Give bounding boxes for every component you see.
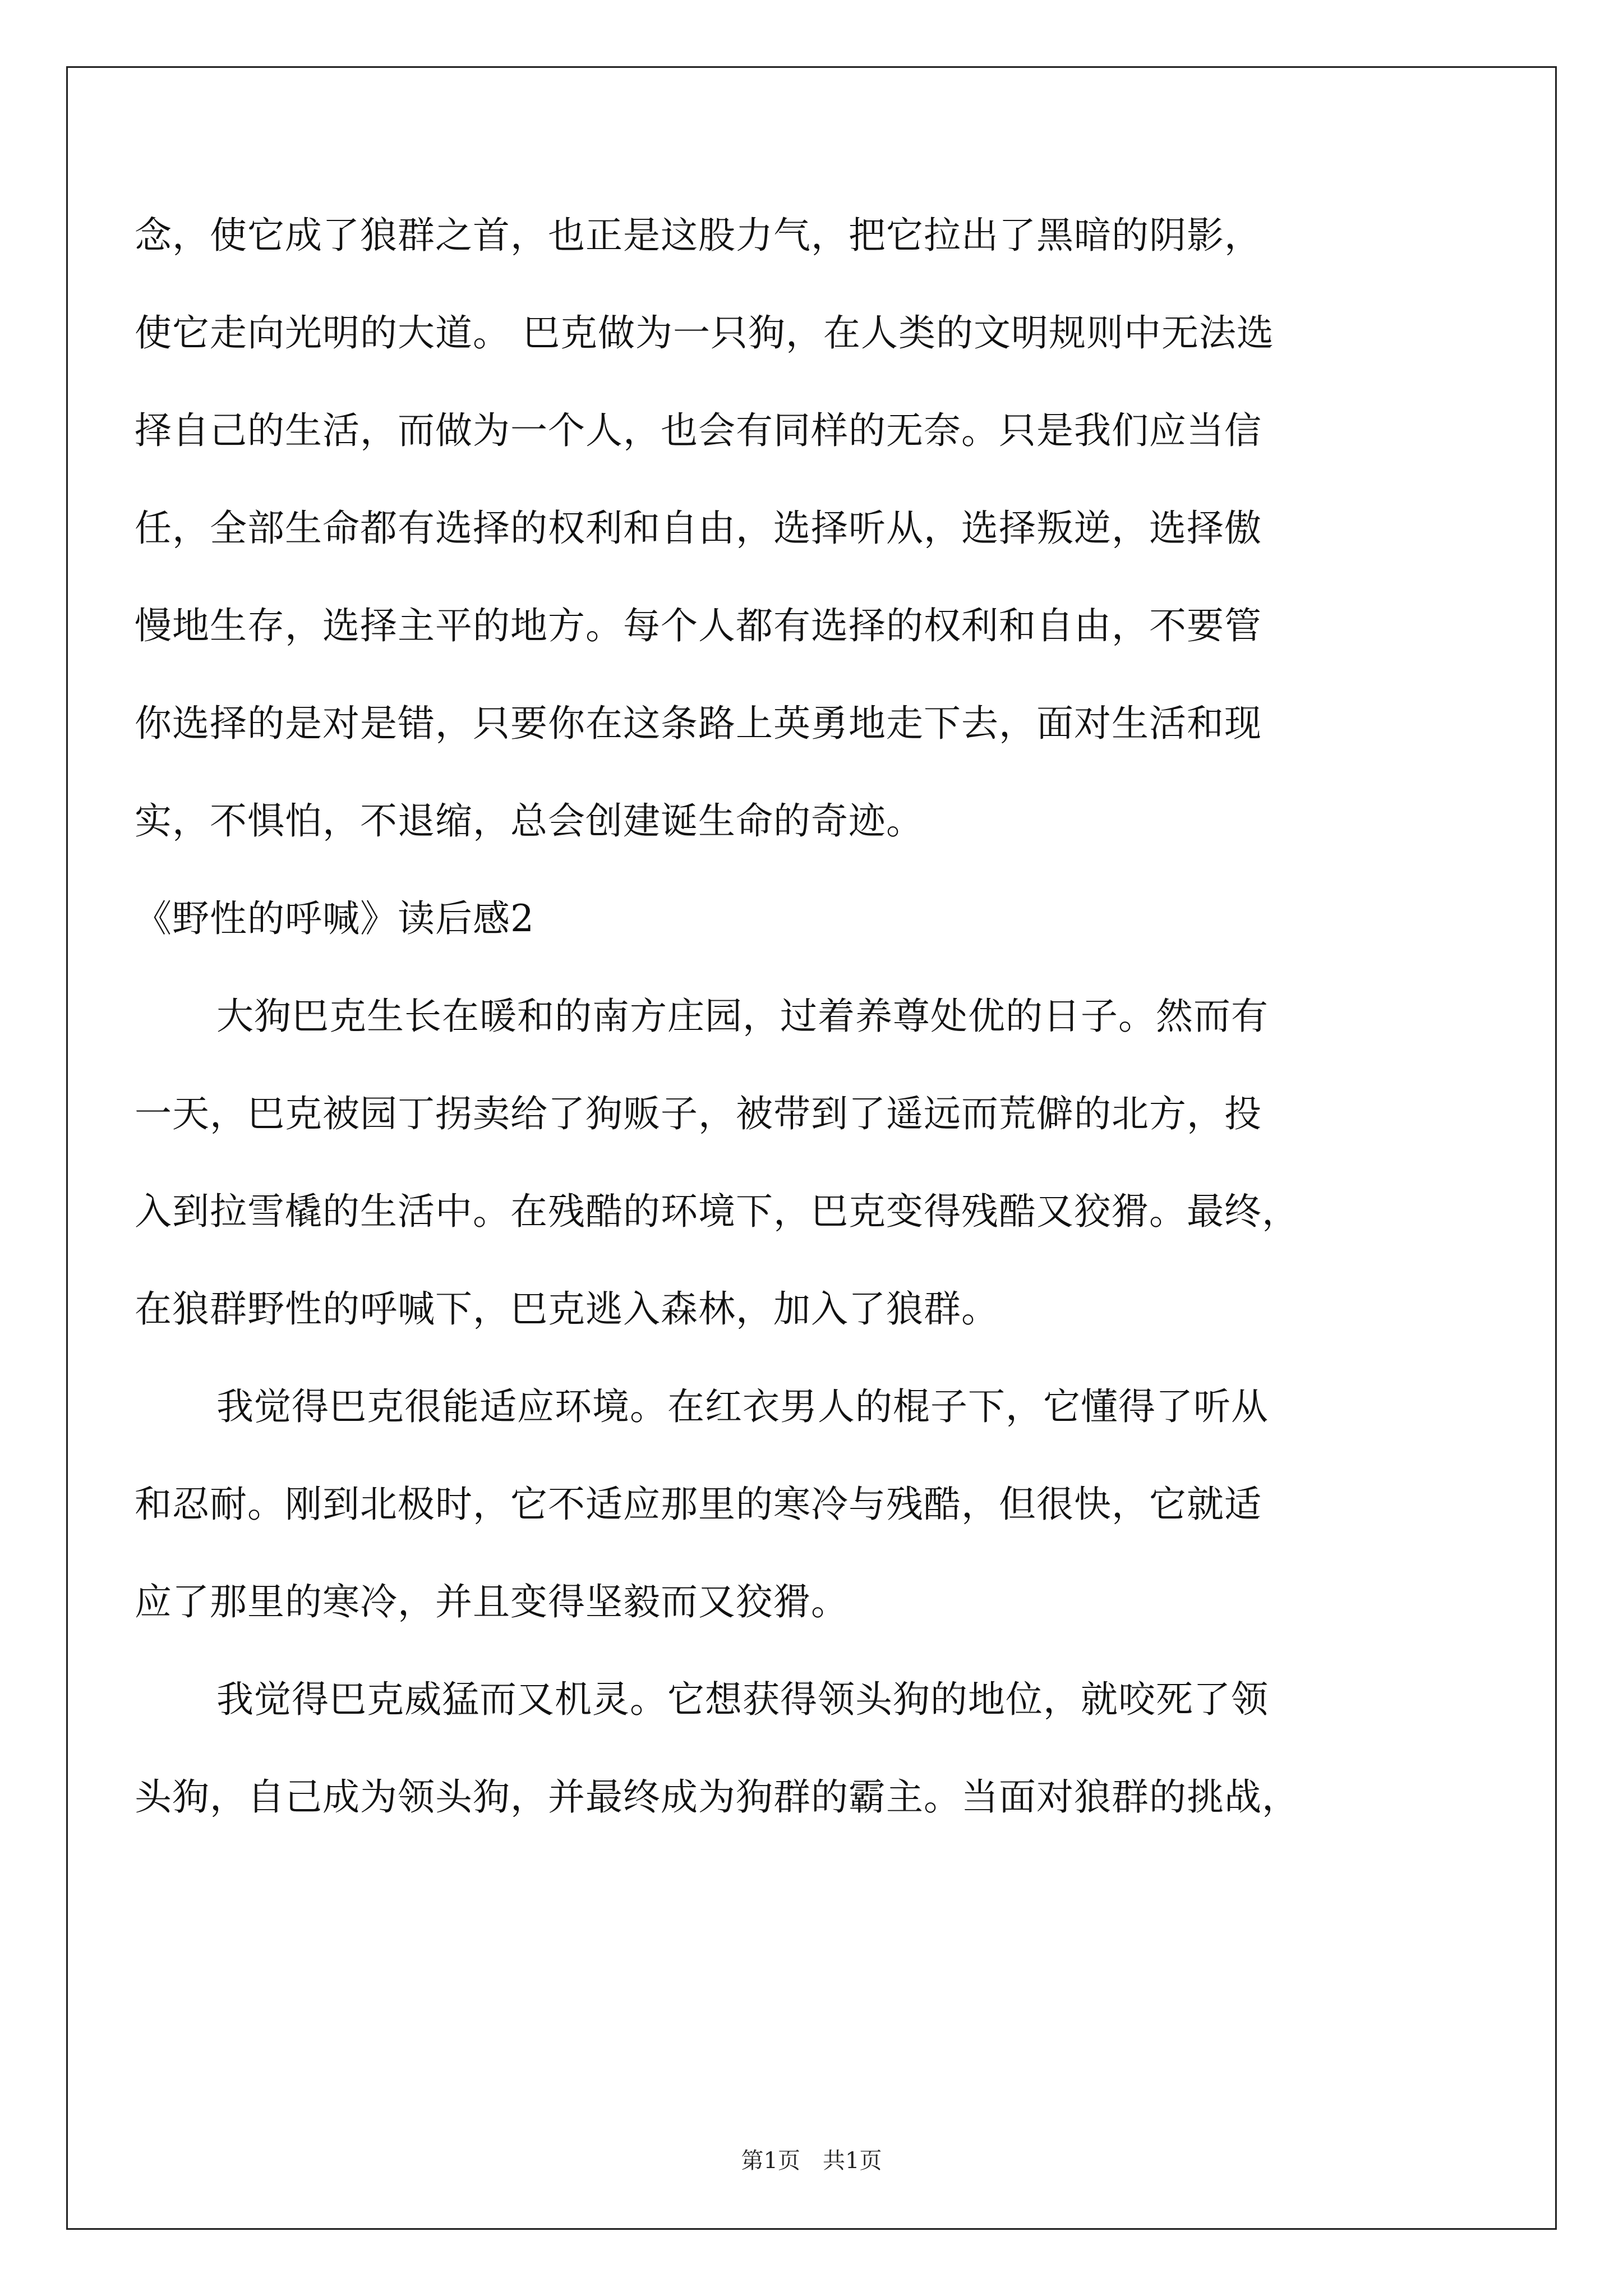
text-line: 一天，巴克被园丁拐卖给了狗贩子，被带到了遥远而荒僻的北方，投 [135,1092,1262,1135]
text-line: 念，使它成了狼群之首，也正是这股力气，把它拉出了黑暗的阴影， [135,214,1262,257]
text-line: 慢地生存，选择主平的地方。每个人都有选择的权利和自由，不要管 [135,604,1262,647]
page-number-footer: 第1页 共1页 [741,2148,882,2174]
text-line: 和忍耐。刚到北极时，它不适应那里的寒冷与残酷，但很快，它就适 [135,1483,1262,1526]
section-heading: 《野性的呼喊》读后感2 [135,897,534,940]
paragraph-start: 我觉得巴克很能适应环境。在红衣男人的棍子下，它懂得了听从 [216,1385,1269,1428]
text-line: 使它走向光明的大道。 巴克做为一只狗，在人类的文明规则中无法选 [135,311,1274,355]
text-line: 你选择的是对是错，只要你在这条路上英勇地走下去，面对生活和现 [135,702,1262,745]
text-line: 择自己的生活，而做为一个人，也会有同样的无奈。只是我们应当信 [135,409,1262,452]
paragraph-start: 我觉得巴克威猛而又机灵。它想获得领头狗的地位，就咬死了领 [216,1678,1269,1721]
document-body [135,202,1458,1861]
text-line: 实，不惧怕，不退缩，总会创建诞生命的奇迹。 [135,799,924,843]
paragraph-start: 大狗巴克生长在暖和的南方庄园，过着养尊处优的日子。然而有 [216,995,1269,1038]
text-line: 应了那里的寒冷，并且变得坚毅而又狡猾。 [135,1580,849,1623]
text-line: 入到拉雪橇的生活中。在残酷的环境下，巴克变得残酷又狡猾。最终， [135,1190,1299,1233]
text-line: 头狗，自己成为领头狗，并最终成为狗群的霸主。当面对狼群的挑战， [135,1775,1299,1819]
text-line: 在狼群野性的呼喊下，巴克逃入森林，加入了狼群。 [135,1287,999,1331]
text-line: 任，全部生命都有选择的权利和自由，选择听从，选择叛逆，选择傲 [135,507,1262,550]
